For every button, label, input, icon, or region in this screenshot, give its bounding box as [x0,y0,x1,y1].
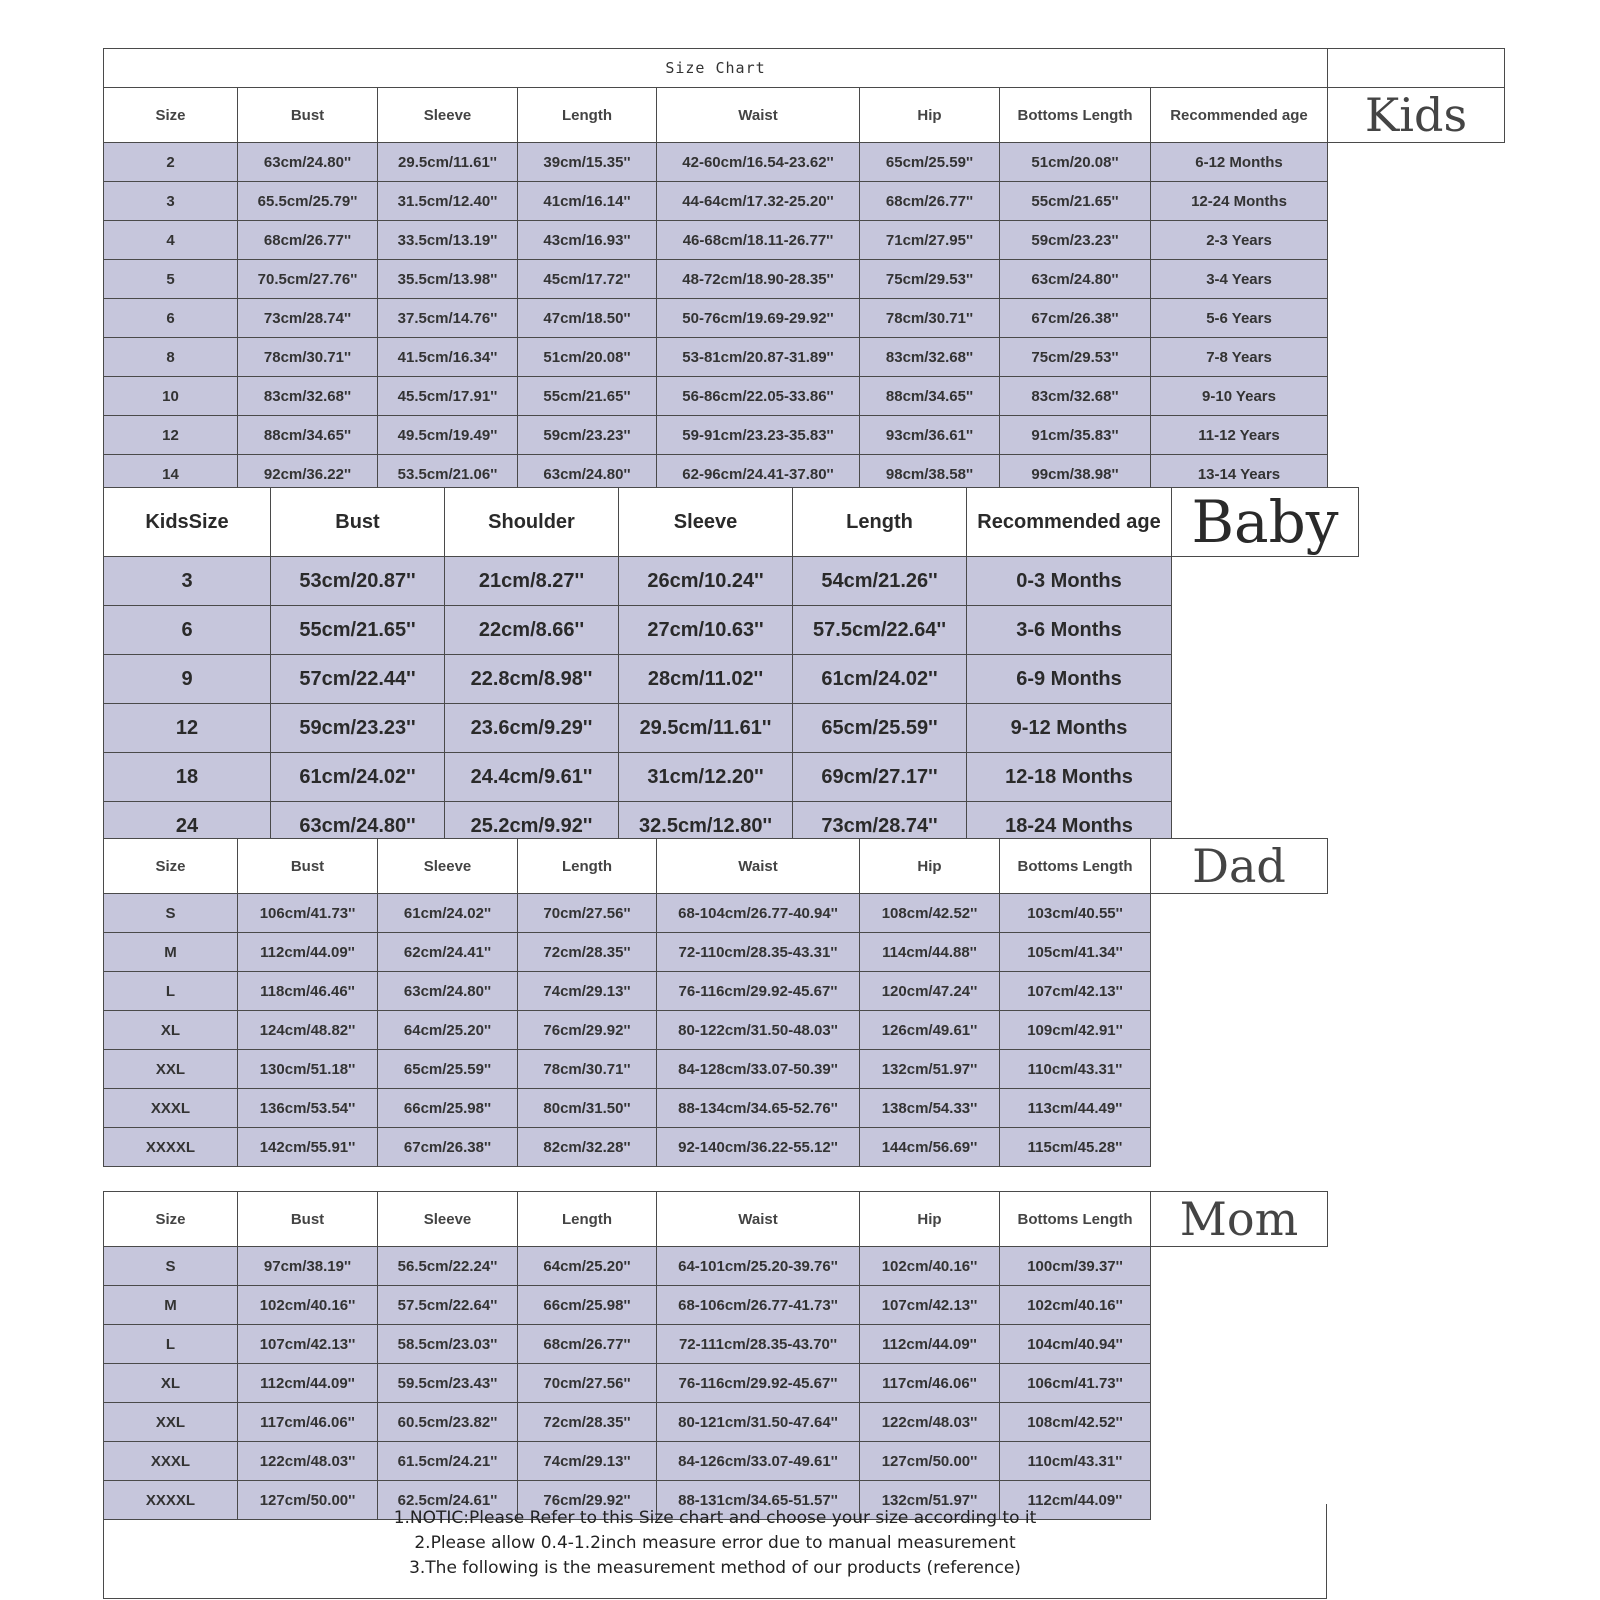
kids-table-cell: 45cm/17.72'' [518,260,657,299]
dad-table-cell: 82cm/32.28'' [518,1128,657,1167]
baby-table-cell: 22.8cm/8.98'' [445,655,619,704]
kids-table-cell: 68cm/26.77'' [860,182,1000,221]
mom-table-cell: 117cm/46.06'' [860,1364,1000,1403]
mom-table-cell: 62.5cm/24.61'' [378,1481,518,1520]
kids-table-cell: 83cm/32.68'' [860,338,1000,377]
kids-table-cell: 67cm/26.38'' [1000,299,1151,338]
kids-table-cell: 37.5cm/14.76'' [378,299,518,338]
mom-table-cell: 112cm/44.09'' [238,1364,378,1403]
baby-table-row [104,655,1359,704]
mom-table-cell: 80-121cm/31.50-47.64'' [657,1403,860,1442]
dad-table-cell: XXXL [104,1089,238,1128]
dad-header-cell: Size [104,839,238,894]
size-notes [103,1504,1327,1599]
mom-table-cell: 56.5cm/22.24'' [378,1247,518,1286]
kids-table-row [104,143,1505,182]
mom-table-cell: 117cm/46.06'' [238,1403,378,1442]
mom-table-cell: 76cm/29.92'' [518,1481,657,1520]
kids-table-cell: 11-12 Years [1151,416,1328,455]
kids-table-cell: 53.5cm/21.06'' [378,455,518,494]
mom-table-cell: 60.5cm/23.82'' [378,1403,518,1442]
mom-table-cell: 106cm/41.73'' [1000,1364,1151,1403]
dad-table-cell: 74cm/29.13'' [518,972,657,1011]
baby-table-cell: 18-24 Months [967,802,1172,851]
baby-table-cell: 28cm/11.02'' [619,655,793,704]
baby-table-cell: 0-3 Months [967,557,1172,606]
dad-table-cell: 118cm/46.46'' [238,972,378,1011]
baby-size-table [103,487,1359,851]
kids-header-row [104,88,1505,143]
baby-table-row [104,606,1359,655]
baby-header-cell: KidsSize [104,488,271,557]
size-chart-title: Size Chart [104,49,1328,88]
kids-table-row [104,377,1505,416]
baby-table-cell: 9 [104,655,271,704]
dad-table-cell: 84-128cm/33.07-50.39'' [657,1050,860,1089]
kids-table-cell: 83cm/32.68'' [238,377,378,416]
kids-table-cell: 10 [104,377,238,416]
dad-table-cell: 108cm/42.52'' [860,894,1000,933]
baby-table-cell: 55cm/21.65'' [271,606,445,655]
kids-table-cell: 78cm/30.71'' [238,338,378,377]
baby-table-cell: 61cm/24.02'' [271,753,445,802]
baby-table-cell: 18 [104,753,271,802]
kids-table-cell: 51cm/20.08'' [518,338,657,377]
kids-table-cell: 88cm/34.65'' [860,377,1000,416]
baby-table-cell: 12 [104,704,271,753]
dad-table-cell: 109cm/42.91'' [1000,1011,1151,1050]
mom-table-cell: 100cm/39.37'' [1000,1247,1151,1286]
mom-table-cell: 76-116cm/29.92-45.67'' [657,1364,860,1403]
kids-table-cell: 35.5cm/13.98'' [378,260,518,299]
dad-table-cell: 110cm/43.31'' [1000,1050,1151,1089]
mom-table-cell: 61.5cm/24.21'' [378,1442,518,1481]
mom-table-cell: 102cm/40.16'' [238,1286,378,1325]
mom-table-cell: S [104,1247,238,1286]
dad-header-cell: Length [518,839,657,894]
mom-table-cell: 72cm/28.35'' [518,1403,657,1442]
kids-table-cell: 3 [104,182,238,221]
kids-header-cell: Bottoms Length [1000,88,1151,143]
baby-header-cell: Length [793,488,967,557]
kids-table-cell: 48-72cm/18.90-28.35'' [657,260,860,299]
baby-table-cell: 6 [104,606,271,655]
baby-header-cell: Recommended age [967,488,1172,557]
kids-header-cell: Waist [657,88,860,143]
kids-table-cell: 55cm/21.65'' [518,377,657,416]
kids-table-cell: 75cm/29.53'' [1000,338,1151,377]
dad-table-cell: 70cm/27.56'' [518,894,657,933]
kids-table-cell: 65cm/25.59'' [860,143,1000,182]
baby-table-cell: 21cm/8.27'' [445,557,619,606]
kids-table-cell: 3-4 Years [1151,260,1328,299]
kids-table-cell: 46-68cm/18.11-26.77'' [657,221,860,260]
mom-header-row [104,1192,1328,1247]
dad-table-cell: 138cm/54.33'' [860,1089,1000,1128]
baby-table-cell: 57.5cm/22.64'' [793,606,967,655]
dad-table-cell: 132cm/51.97'' [860,1050,1000,1089]
baby-side-label: Baby [1172,488,1359,557]
dad-table-cell: 115cm/45.28'' [1000,1128,1151,1167]
dad-table-row [104,1050,1328,1089]
dad-table-cell: 113cm/44.49'' [1000,1089,1151,1128]
kids-header-cell: Size [104,88,238,143]
dad-table-cell: 67cm/26.38'' [378,1128,518,1167]
dad-table-row [104,933,1328,972]
dad-table-cell: 72cm/28.35'' [518,933,657,972]
kids-header-cell: Length [518,88,657,143]
mom-table-cell: 127cm/50.00'' [238,1481,378,1520]
kids-table-cell: 2 [104,143,238,182]
dad-size-table [103,838,1328,1167]
mom-table-cell: 74cm/29.13'' [518,1442,657,1481]
kids-table-cell: 75cm/29.53'' [860,260,1000,299]
baby-header-cell: Sleeve [619,488,793,557]
mom-header-cell: Length [518,1192,657,1247]
dad-table-cell: 120cm/47.24'' [860,972,1000,1011]
baby-table-cell: 24 [104,802,271,851]
kids-table-cell: 63cm/24.80'' [1000,260,1151,299]
mom-table-cell: 112cm/44.09'' [860,1325,1000,1364]
kids-table-cell: 33.5cm/13.19'' [378,221,518,260]
mom-side-label: Mom [1151,1192,1328,1247]
kids-table-row [104,260,1505,299]
dad-table-cell: S [104,894,238,933]
mom-table-cell: 110cm/43.31'' [1000,1442,1151,1481]
kids-table-cell: 51cm/20.08'' [1000,143,1151,182]
kids-table-cell: 91cm/35.83'' [1000,416,1151,455]
kids-table-cell: 88cm/34.65'' [238,416,378,455]
kids-table-cell: 2-3 Years [1151,221,1328,260]
baby-table-cell: 3 [104,557,271,606]
baby-table-cell: 63cm/24.80'' [271,802,445,851]
dad-table-cell: 68-104cm/26.77-40.94'' [657,894,860,933]
dad-table-cell: 88-134cm/34.65-52.76'' [657,1089,860,1128]
kids-table-cell: 14 [104,455,238,494]
dad-table-cell: 136cm/53.54'' [238,1089,378,1128]
kids-table-cell: 7-8 Years [1151,338,1328,377]
kids-table-cell: 42-60cm/16.54-23.62'' [657,143,860,182]
mom-table-cell: 107cm/42.13'' [860,1286,1000,1325]
baby-table-cell: 32.5cm/12.80'' [619,802,793,851]
kids-side-label: Kids [1328,88,1505,143]
dad-table-cell: 106cm/41.73'' [238,894,378,933]
mom-table-cell: 88-131cm/34.65-51.57'' [657,1481,860,1520]
kids-table-cell: 8 [104,338,238,377]
title-spacer-cell [1328,49,1505,88]
baby-table-cell: 6-9 Months [967,655,1172,704]
mom-table-cell: 64-101cm/25.20-39.76'' [657,1247,860,1286]
dad-table-row [104,894,1328,933]
kids-table-cell: 5 [104,260,238,299]
dad-table-cell: 124cm/48.82'' [238,1011,378,1050]
mom-table-cell: 107cm/42.13'' [238,1325,378,1364]
kids-table-cell: 59-91cm/23.23-35.83'' [657,416,860,455]
kids-table-cell: 45.5cm/17.91'' [378,377,518,416]
mom-table-cell: 64cm/25.20'' [518,1247,657,1286]
mom-header-cell: Sleeve [378,1192,518,1247]
kids-table-cell: 6 [104,299,238,338]
dad-table-cell: 107cm/42.13'' [1000,972,1151,1011]
dad-table-cell: 80cm/31.50'' [518,1089,657,1128]
baby-table-row [104,704,1359,753]
mom-table-cell: 122cm/48.03'' [860,1403,1000,1442]
baby-header-cell: Shoulder [445,488,619,557]
kids-table-cell: 41cm/16.14'' [518,182,657,221]
mom-table-row [104,1325,1328,1364]
dad-header-cell: Bottoms Length [1000,839,1151,894]
kids-table-row [104,299,1505,338]
kids-table-cell: 92cm/36.22'' [238,455,378,494]
baby-table-cell: 24.4cm/9.61'' [445,753,619,802]
baby-table-cell: 73cm/28.74'' [793,802,967,851]
baby-table-cell: 29.5cm/11.61'' [619,704,793,753]
kids-table-row [104,338,1505,377]
note-line: 3.The following is the measurement method of our products (reference) [409,1558,1021,1578]
mom-table-cell: 70cm/27.56'' [518,1364,657,1403]
dad-table-cell: 130cm/51.18'' [238,1050,378,1089]
dad-table-cell: 64cm/25.20'' [378,1011,518,1050]
kids-table-cell: 5-6 Years [1151,299,1328,338]
baby-table-cell: 53cm/20.87'' [271,557,445,606]
dad-table-cell: 144cm/56.69'' [860,1128,1000,1167]
kids-table-cell: 13-14 Years [1151,455,1328,494]
mom-table-cell: XXL [104,1403,238,1442]
kids-header-cell: Bust [238,88,378,143]
dad-table-cell: 142cm/55.91'' [238,1128,378,1167]
baby-table-cell: 65cm/25.59'' [793,704,967,753]
kids-table-cell: 62-96cm/24.41-37.80'' [657,455,860,494]
mom-table-row [104,1364,1328,1403]
kids-table-cell: 44-64cm/17.32-25.20'' [657,182,860,221]
kids-table-cell: 59cm/23.23'' [518,416,657,455]
note-line: 1.NOTIC:Please Refer to this Size chart and choose your size according to it [393,1508,1037,1528]
kids-table-cell: 29.5cm/11.61'' [378,143,518,182]
kids-table-cell: 73cm/28.74'' [238,299,378,338]
kids-table-cell: 63cm/24.80'' [238,143,378,182]
kids-table-cell: 98cm/38.58'' [860,455,1000,494]
mom-table-cell: 97cm/38.19'' [238,1247,378,1286]
baby-table-cell: 12-18 Months [967,753,1172,802]
kids-table-cell: 59cm/23.23'' [1000,221,1151,260]
dad-table-cell: 63cm/24.80'' [378,972,518,1011]
kids-size-table [103,48,1505,494]
mom-table-row [104,1403,1328,1442]
kids-table-cell: 12 [104,416,238,455]
dad-table-cell: 105cm/41.34'' [1000,933,1151,972]
mom-table-cell: 102cm/40.16'' [1000,1286,1151,1325]
baby-table-row [104,753,1359,802]
dad-header-cell: Bust [238,839,378,894]
dad-table-cell: 126cm/49.61'' [860,1011,1000,1050]
baby-size-section [103,487,1359,851]
mom-table-cell: 132cm/51.97'' [860,1481,1000,1520]
kids-table-cell: 41.5cm/16.34'' [378,338,518,377]
kids-table-cell: 49.5cm/19.49'' [378,416,518,455]
baby-table-cell: 69cm/27.17'' [793,753,967,802]
mom-table-cell: 102cm/40.16'' [860,1247,1000,1286]
mom-header-cell: Hip [860,1192,1000,1247]
mom-table-cell: L [104,1325,238,1364]
dad-table-cell: 80-122cm/31.50-48.03'' [657,1011,860,1050]
mom-header-cell: Waist [657,1192,860,1247]
mom-table-row [104,1442,1328,1481]
mom-table-cell: 57.5cm/22.64'' [378,1286,518,1325]
dad-table-cell: XL [104,1011,238,1050]
mom-table-cell: 68-106cm/26.77-41.73'' [657,1286,860,1325]
mom-table-cell: XL [104,1364,238,1403]
kids-table-cell: 12-24 Months [1151,182,1328,221]
mom-table-cell: 58.5cm/23.03'' [378,1325,518,1364]
baby-table-cell: 9-12 Months [967,704,1172,753]
baby-table-cell: 61cm/24.02'' [793,655,967,704]
baby-table-cell: 57cm/22.44'' [271,655,445,704]
dad-table-cell: XXXXL [104,1128,238,1167]
kids-table-cell: 6-12 Months [1151,143,1328,182]
dad-table-row [104,1011,1328,1050]
kids-table-cell: 50-76cm/19.69-29.92'' [657,299,860,338]
baby-header-row [104,488,1359,557]
dad-table-row [104,1089,1328,1128]
kids-table-cell: 47cm/18.50'' [518,299,657,338]
dad-table-cell: 78cm/30.71'' [518,1050,657,1089]
mom-table-cell: 127cm/50.00'' [860,1442,1000,1481]
mom-header-cell: Bottoms Length [1000,1192,1151,1247]
dad-table-cell: 76-116cm/29.92-45.67'' [657,972,860,1011]
dad-table-cell: L [104,972,238,1011]
mom-table-cell: 68cm/26.77'' [518,1325,657,1364]
dad-table-cell: XXL [104,1050,238,1089]
baby-table-cell: 22cm/8.66'' [445,606,619,655]
kids-table-row [104,182,1505,221]
dad-table-row [104,1128,1328,1167]
kids-table-cell: 83cm/32.68'' [1000,377,1151,416]
baby-table-cell: 26cm/10.24'' [619,557,793,606]
kids-table-cell: 70.5cm/27.76'' [238,260,378,299]
dad-table-cell: 112cm/44.09'' [238,933,378,972]
dad-size-section [103,838,1328,1167]
baby-table-cell: 27cm/10.63'' [619,606,793,655]
kids-table-row [104,221,1505,260]
mom-header-cell: Bust [238,1192,378,1247]
mom-table-cell: XXXXL [104,1481,238,1520]
baby-table-cell: 31cm/12.20'' [619,753,793,802]
mom-size-table [103,1191,1328,1520]
kids-table-cell: 56-86cm/22.05-33.86'' [657,377,860,416]
note-line: 2.Please allow 0.4-1.2inch measure error due to manual measurement [414,1533,1016,1553]
dad-header-row [104,839,1328,894]
dad-header-cell: Waist [657,839,860,894]
baby-table-cell: 23.6cm/9.29'' [445,704,619,753]
kids-table-row [104,416,1505,455]
dad-table-cell: 65cm/25.59'' [378,1050,518,1089]
kids-table-cell: 31.5cm/12.40'' [378,182,518,221]
dad-header-cell: Sleeve [378,839,518,894]
kids-table-cell: 53-81cm/20.87-31.89'' [657,338,860,377]
kids-header-cell: Hip [860,88,1000,143]
baby-header-cell: Bust [271,488,445,557]
dad-table-cell: 72-110cm/28.35-43.31'' [657,933,860,972]
dad-table-cell: 103cm/40.55'' [1000,894,1151,933]
mom-table-row [104,1247,1328,1286]
mom-table-cell: 112cm/44.09'' [1000,1481,1151,1520]
kids-table-cell: 43cm/16.93'' [518,221,657,260]
kids-header-cell: Sleeve [378,88,518,143]
kids-table-cell: 4 [104,221,238,260]
dad-table-cell: 114cm/44.88'' [860,933,1000,972]
mom-table-cell: 108cm/42.52'' [1000,1403,1151,1442]
mom-table-cell: 66cm/25.98'' [518,1286,657,1325]
mom-table-cell: 59.5cm/23.43'' [378,1364,518,1403]
dad-table-cell: 92-140cm/36.22-55.12'' [657,1128,860,1167]
baby-table-row [104,557,1359,606]
kids-table-cell: 78cm/30.71'' [860,299,1000,338]
baby-table-cell: 54cm/21.26'' [793,557,967,606]
mom-table-cell: M [104,1286,238,1325]
mom-table-cell: 84-126cm/33.07-49.61'' [657,1442,860,1481]
mom-table-cell: XXXL [104,1442,238,1481]
kids-table-cell: 65.5cm/25.79'' [238,182,378,221]
dad-header-cell: Hip [860,839,1000,894]
mom-table-cell: 122cm/48.03'' [238,1442,378,1481]
dad-table-cell: 76cm/29.92'' [518,1011,657,1050]
kids-table-cell: 68cm/26.77'' [238,221,378,260]
kids-table-cell: 71cm/27.95'' [860,221,1000,260]
kids-table-cell: 99cm/38.98'' [1000,455,1151,494]
kids-header-cell: Recommended age [1151,88,1328,143]
mom-header-cell: Size [104,1192,238,1247]
kids-table-cell: 39cm/15.35'' [518,143,657,182]
baby-table-cell: 59cm/23.23'' [271,704,445,753]
mom-table-cell: 72-111cm/28.35-43.70'' [657,1325,860,1364]
kids-table-cell: 55cm/21.65'' [1000,182,1151,221]
dad-table-cell: 62cm/24.41'' [378,933,518,972]
dad-side-label: Dad [1151,839,1328,894]
baby-table-cell: 3-6 Months [967,606,1172,655]
kids-table-cell: 93cm/36.61'' [860,416,1000,455]
mom-size-section [103,1191,1328,1520]
mom-table-row [104,1286,1328,1325]
dad-table-row [104,972,1328,1011]
kids-table-cell: 63cm/24.80'' [518,455,657,494]
kids-size-section [103,48,1505,494]
dad-table-cell: M [104,933,238,972]
dad-table-cell: 66cm/25.98'' [378,1089,518,1128]
mom-table-cell: 104cm/40.94'' [1000,1325,1151,1364]
baby-table-cell: 25.2cm/9.92'' [445,802,619,851]
dad-table-cell: 61cm/24.02'' [378,894,518,933]
kids-table-cell: 9-10 Years [1151,377,1328,416]
